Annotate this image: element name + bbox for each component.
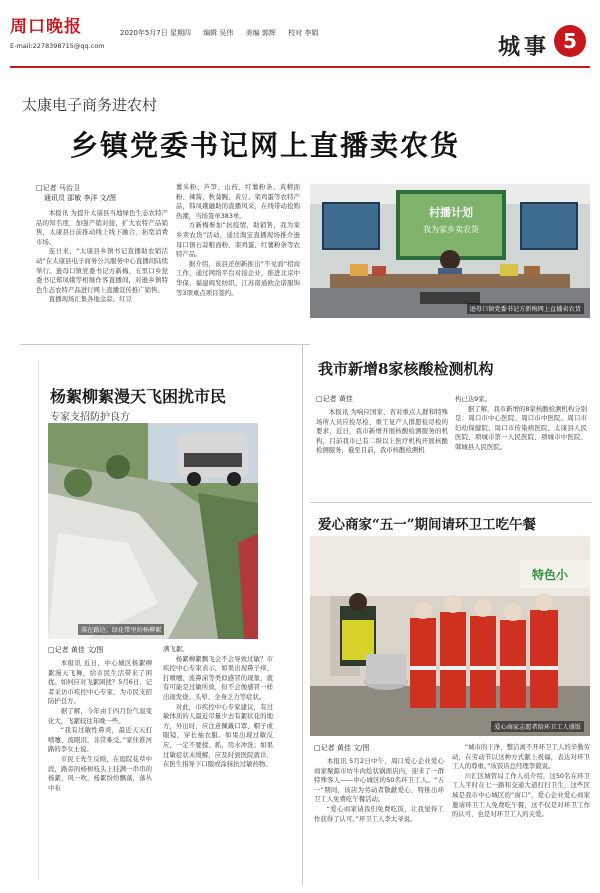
- divider-left-top: [20, 344, 310, 345]
- story2-frame-line: [38, 360, 39, 880]
- story1-photo: [310, 184, 590, 318]
- story2-column-2: 满飞絮。 杨絮柳絮飘飞会不会导致过敏？市疾控中心专家表示，如果出现鼻子痒、打喷嚏、流鼻涕等类似感冒的现象，就有可能是过敏所致，但不会像感冒一样出现发烧、头晕、全身乏力等症状。 对此，市疾控中心专家建议，有过敏体质的人最近尽量少去有絮状花的地方，外出时，应注意佩戴口罩、帽子或眼镜，穿长袖衣服。如果出现过敏反应，一定不要揉、抓，用水冲洗；如果过敏症状未缓解，应及时到医院就诊，在医生指导下口服或涂抹抗过敏药物。: [163, 645, 273, 769]
- story3-headline: 我市新增8家核酸检测机构: [318, 360, 494, 378]
- screen-title: 村播计划: [429, 206, 473, 219]
- story3-byline: □记者 黄佳: [316, 395, 353, 403]
- story2-byline: □记者 黄佳 文/图: [48, 646, 104, 654]
- story4-photo: [310, 536, 590, 736]
- story2-photo: [48, 423, 258, 639]
- story3-column-2: 构已达9家。 据了解，我市新增的8家核酸检测机构分别是：周口市中心医院、周口市中医院、周口市妇幼保健院、周口市传染病医院、太康县人民医院、项城市第一人民医院、项城市中医院、郸城县人民医院。: [455, 395, 587, 451]
- designer-credit: 美编 郭辉: [245, 29, 276, 37]
- divider-right-mid: [310, 502, 592, 503]
- story4-photo-caption: 爱心商家志愿者给环卫工人盛饭: [491, 721, 584, 732]
- shop-sign: 特色小: [532, 568, 569, 582]
- masthead: [10, 8, 590, 68]
- column-divider: [302, 345, 303, 885]
- proof-credit: 校对 李娟: [288, 29, 319, 37]
- story2-headline: 杨絮柳絮漫天飞困扰市民: [50, 387, 227, 406]
- story4-column-1: 本报讯 5月2日中午，周口爱心企业爱心商家聚源市坊牛肉烩状锅面店内，迎来了一群特殊客人——中心城区的50名环卫工人。“五一”期间，该店为劳动者敬献爱心，特推出环卫工人免费吃午餐活动。 “爱心商家请我们免费吃饭，让我觉得工作获得了认可。”环卫工人李大爷说。: [314, 757, 444, 823]
- story2-column-1: 本报讯 近日，中心城区杨絮柳絮漫天飞舞，给市民生活带来了困扰。如何应对飞絮困扰？5月6日，记者采访市疾控中心专家，为市民支招防护良方。 据了解，今年由于四月份气温变化大，飞絮较往年晚一些。 “我有过敏性鼻炎，最近天天打喷嚏、流眼泪，非常难受。”家住淮河路的李女士说。 市民王先生反映，在庭院花草中段，路旁的杨树枝头上挂满一串串的杨絮，风一吹，杨絮纷纷飘落，落丛中布: [48, 659, 152, 792]
- story1-column-1: 本报讯 为提升太康县当地绿色生态农特产品的知名度，加强产销对接，扩大农特产品销售，太康县日前推动线上线下融合，拓宽消费市场。 连日来，“太康县乡镇书记直播助农销活动”在太康县电子商务公共服务中心直播间陆续举行。逊母口镇党委书记方新梅、五里口乡党委书记郑凤娥等相继作客直播间，对逊乡镇特色生态农特产品进行网上直播宣传推广销售。 直播现场汇集各地金蒜、红豆: [36, 209, 168, 304]
- story1-headline: 乡镇党委书记网上直播卖农货: [70, 129, 461, 162]
- poplar-fluff-roadside-illustration: [48, 423, 258, 639]
- section-title: 城事: [498, 34, 551, 60]
- story1-byline-contrib: 通讯员 邵敏 李洋 文/图: [44, 194, 117, 202]
- issue-date: 2020年5月7日 星期四: [120, 29, 191, 37]
- editor-credit: 编辑 吴伟: [203, 29, 234, 37]
- newspaper-logo: 周口晚报: [10, 17, 82, 37]
- story2-subhead: 专家支招防护良方: [50, 412, 130, 423]
- story1-photo-caption: 逊母口镇党委书记方新梅网上直播卖农货: [467, 303, 584, 314]
- page-number-badge: 5: [554, 25, 586, 57]
- story1-column-2: 薯米粉、芦笋、山药、红薯粉条、黄精面粉、辣酱、秋葵腕、黄豆、栾鸡蛋等农特产品，韩凤娥融助的直播风采，在线带动抢购热潮，当场签单383单。 方新梅参加“抗疫情，助销售，我为家乡卖农货”活动，通过淘宝直播现场推介逊母口镇石蒜粮面粉、栾鸡蛋、红薯粉条等农特产品。 据介绍，该县还创新推出“不见面”招商工作，通过网络平台对接企业，推进北京中华保、福建闽发纺织、江苏南通欧企诺服饰等3项重点项目签约。: [176, 183, 300, 297]
- masthead-rule: [10, 66, 590, 68]
- story4-headline: 爱心商家“五一”期间请环卫工吃午餐: [318, 517, 537, 533]
- masthead-meta: [120, 28, 328, 38]
- story1-byline-reporter: □记者 马治卫: [36, 184, 80, 192]
- story4-byline: □记者 黄佳 文/图: [314, 744, 370, 752]
- story2-photo-caption: 落在路边、绿化带里的杨柳絮: [78, 624, 164, 635]
- story1-kicker: 太康电子商务进农村: [22, 96, 158, 114]
- story4-column-2: “城市的干净，整洁离不开环卫工人的辛勤劳动，在劳动节以这种方式献上祝福，表达对环卫工人的尊重。”该饭店总经理李毅说。 川汇区城管局工作人员介绍，这50名在环卫工人平时在七一路和交通大道打扫卫生，这些区域是我市中心城区的“窗口”，爱心企业爱心商家邀请环卫工人免费吃午餐，这不仅是对环卫工作的认可，也是对环卫工人的关爱。: [452, 743, 590, 819]
- story1-byline: [36, 183, 116, 203]
- screen-subtitle: 我为家乡卖农货: [423, 225, 479, 234]
- story3-column-1: 本报讯 为响应国家、省对重点人群和特殊场所人员应检尽检、重工复产人群愿检尽检的要求，近日，我市新增开展核酸检测服务的机构，目前我市已有二级以上医疗机构开展核酸检测服务，截至目前，我市核酸检测机: [316, 408, 448, 455]
- masthead-email: E-mail:2278398715@qq.com: [10, 42, 105, 50]
